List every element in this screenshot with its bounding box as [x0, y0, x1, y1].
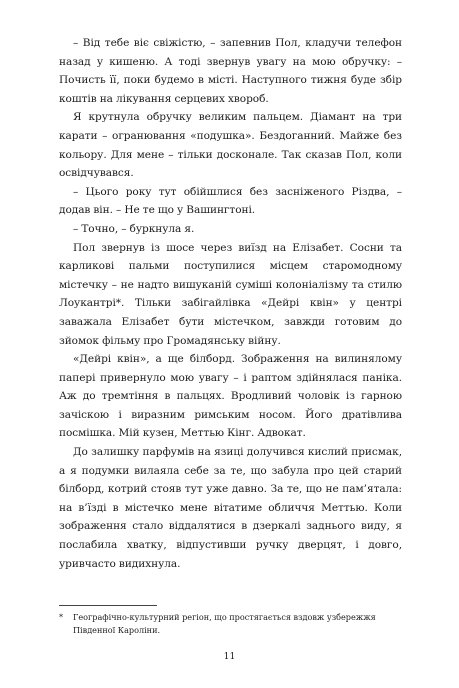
footnote-mark: * — [59, 612, 64, 622]
footnote — [59, 611, 402, 636]
footnote-text: Географічно-культурний регіон, що простягається вздовж узбережжя Південної Кароліни. — [73, 612, 376, 635]
paragraph-4: – Точно, – буркнула я. — [73, 222, 195, 235]
paragraph-2: Я крутнула обручку великим пальцем. Діамант на три карати – огранювання «подушка». Бездоганний. Майже без кольору. Для мене – тільки досконале. Так сказав Пол, коли освідчувався. — [59, 111, 402, 180]
footnote-divider — [59, 605, 157, 606]
paragraph-6: «Дейрі квін», а ще білборд. Зображення на вилинялому папері привернуло мою увагу – і раптом здійнялася паніка. Аж до тремтіння в пальцях. Вродливий чоловік із гарною зачіскою і виразним римським носом. Його дратівлива посмішка. Мій кузен, Меттью Кінг. Адвокат. — [59, 353, 402, 440]
paragraph-1: – Від тебе віє свіжістю, – запевнив Пол, кладучи телефон назад у кишеню. А тоді звернув увагу на мою обручку: – Почисть її, поки будемо в місті. Наступного тижня буде збір коштів на лікування серцевих хвороб. — [59, 37, 402, 105]
page-number: 11 — [223, 651, 236, 662]
paragraph-3: – Цього року тут обійшлися без засніженого Різдва, – додав він. – Не те що у Вашингтоні. — [59, 185, 402, 217]
paragraph-7: До залишку парфумів на язиці долучився кислий присмак, а я подумки вилаяла себе за те, що забула про цей старий білборд, котрий стояв тут уже давно. За те, що не пам’ятала: на в’їзді в містечко мене вітатиме обличчя Меттью. Коли зображення стало віддалятися в дзеркалі заднього виду, я послабила хватку, відпустивши ручку дверцят, і довго, уривчасто видихнула. — [59, 446, 402, 570]
paragraph-5: Пол звернув із шосе через виїзд на Елізабет. Сосни та карликові пальми поступилися місцем старомодному містечку – не надто вишуканій суміші колоніалізму та стилю Лоукантрі*. Тільки забігайлівка «Дейрі квін» у центрі заважала Елізабет бути містечком, завжди готовим до зйомок фільму про Громадянську війну. — [59, 241, 402, 347]
book-page-text — [59, 34, 402, 573]
